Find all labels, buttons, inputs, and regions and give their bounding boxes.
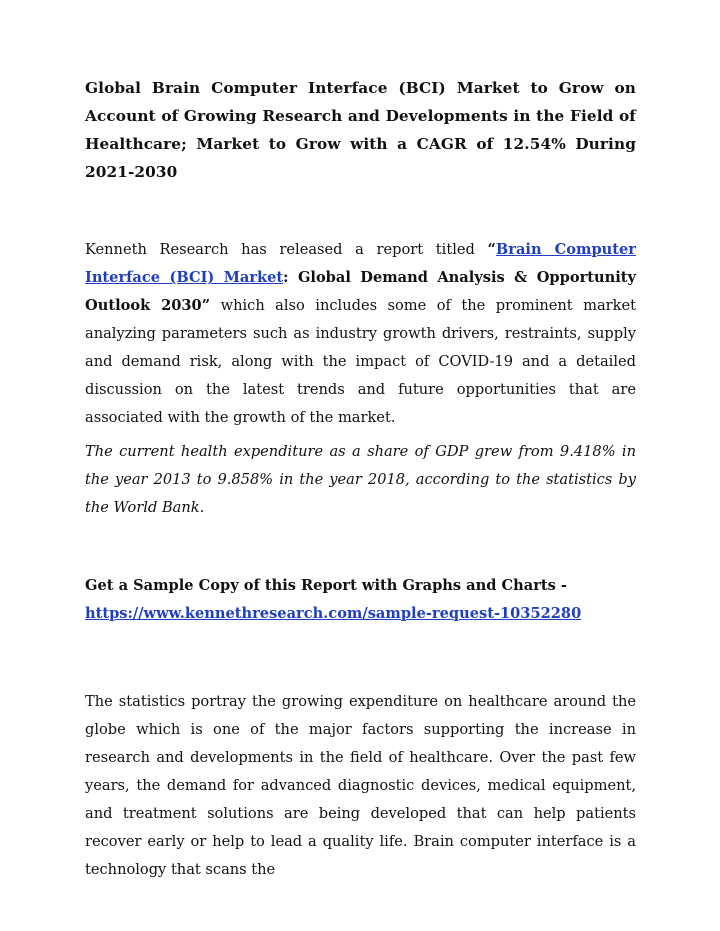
health-expenditure-note: The current health expenditure as a share of GDP grew from 9.418% in the year 2013 to 9.858% in the year 2018, according to the statistics by the World Bank. <box>85 443 636 516</box>
intro-lead-text: Kenneth Research has released a report titled <box>85 241 488 258</box>
intro-rest-text: which also includes some of the prominent market analyzing parameters such as industry growth drivers, restraints, supply and demand risk, along with the impact of COVID-19 and a detailed discussion on the latest trends and future opportunities that are associated with the growth of the market. <box>85 297 636 426</box>
sample-heading: Get a Sample Copy of this Report with Graphs and Charts - <box>85 577 567 594</box>
report-title-link[interactable]: Brain Computer Interface (BCI) Market <box>85 241 636 286</box>
sample-request-link[interactable]: https://www.kennethresearch.com/sample-request-10352280 <box>85 605 582 622</box>
document-title: Global Brain Computer Interface (BCI) Market to Grow on Account of Growing Research and Developments in the Field of Healthcare; Market to Grow with a CAGR of 12.54% During 2021-2030 <box>85 79 636 181</box>
intro-paragraph <box>85 236 636 432</box>
sample-request-block <box>85 572 636 628</box>
statistics-paragraph: The statistics portray the growing expenditure on healthcare around the globe which is one of the major factors supporting the increase in research and developments in the field of healthcare. Over the past few years, the demand for advanced diagnostic devices, medical equipment, and treatment solutions are being developed that can help patients recover early or help to lead a quality life. Brain computer interface is a technology that scans the <box>85 693 636 878</box>
document-page <box>85 74 636 884</box>
open-quote: “ <box>487 241 496 258</box>
close-quote: ” <box>201 297 211 314</box>
sample-link-line <box>85 600 636 628</box>
report-subtitle: : Global Demand Analysis & Opportunity Outlook 2030 <box>85 269 636 314</box>
